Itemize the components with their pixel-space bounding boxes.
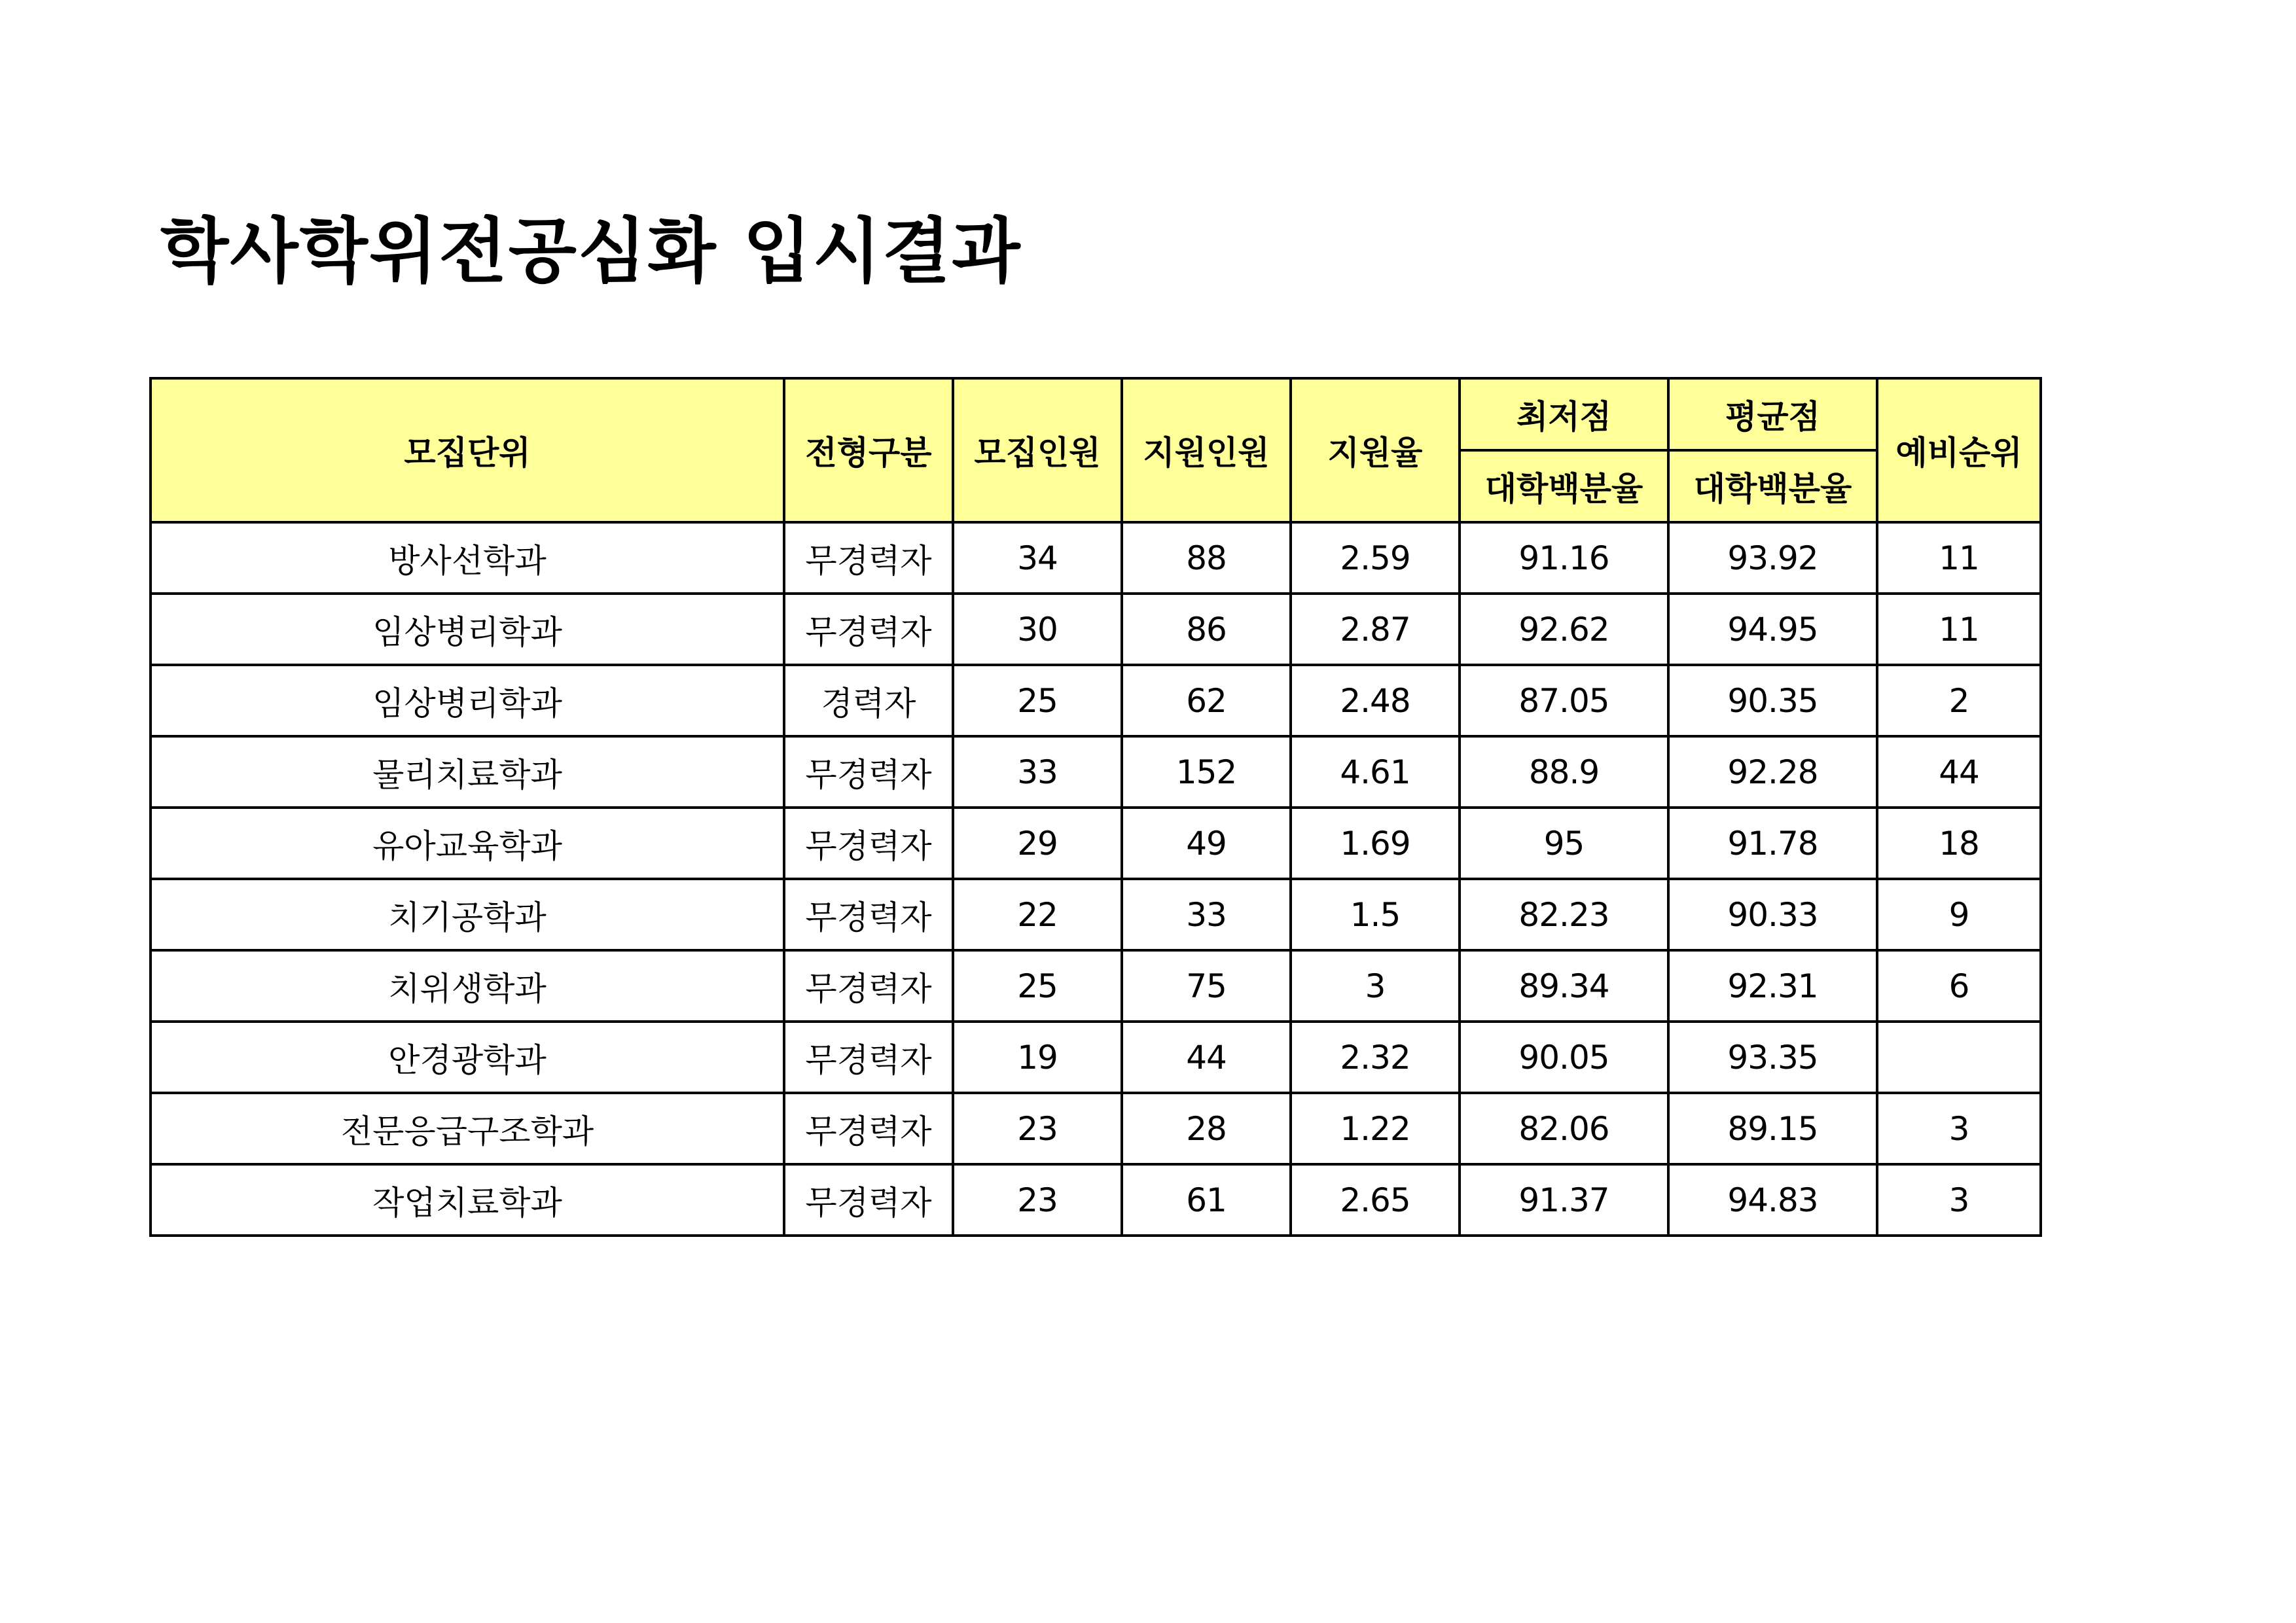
cell-type: 무경력자 [784,879,953,950]
cell-avg-percentile: 90.35 [1668,665,1877,736]
table-header [151,378,2041,522]
cell-ratio: 2.65 [1291,1164,1460,1236]
cell-min-percentile: 90.05 [1460,1022,1668,1093]
cell-ratio: 1.5 [1291,879,1460,950]
header-unit: 모집단위 [151,378,784,522]
cell-applicants: 49 [1122,808,1291,879]
cell-ratio: 2.32 [1291,1022,1460,1093]
cell-quota: 23 [953,1093,1122,1164]
results-table [149,377,2042,1237]
cell-quota: 19 [953,1022,1122,1093]
cell-unit: 임상병리학과 [151,594,784,665]
cell-avg-percentile: 94.83 [1668,1164,1877,1236]
cell-applicants: 75 [1122,950,1291,1022]
table-row [151,594,2041,665]
cell-quota: 33 [953,736,1122,808]
table-row [151,736,2041,808]
cell-unit: 치기공학과 [151,879,784,950]
header-quota: 모집인원 [953,378,1122,522]
cell-quota: 30 [953,594,1122,665]
cell-avg-percentile: 94.95 [1668,594,1877,665]
table-row [151,808,2041,879]
cell-min-percentile: 92.62 [1460,594,1668,665]
cell-applicants: 86 [1122,594,1291,665]
table-row [151,665,2041,736]
header-ratio: 지원율 [1291,378,1460,522]
cell-waitlist: 11 [1877,522,2041,594]
header-min-score: 최저점 [1460,378,1668,450]
cell-ratio: 4.61 [1291,736,1460,808]
cell-min-percentile: 87.05 [1460,665,1668,736]
cell-waitlist: 18 [1877,808,2041,879]
page-title: 학사학위전공심화 입시결과 [160,211,1022,293]
table-row [151,950,2041,1022]
table-row [151,1022,2041,1093]
cell-unit: 방사선학과 [151,522,784,594]
cell-waitlist: 6 [1877,950,2041,1022]
cell-ratio: 1.22 [1291,1093,1460,1164]
cell-ratio: 2.48 [1291,665,1460,736]
cell-unit: 전문응급구조학과 [151,1093,784,1164]
cell-type: 경력자 [784,665,953,736]
cell-ratio: 3 [1291,950,1460,1022]
cell-type: 무경력자 [784,522,953,594]
table-row [151,1164,2041,1236]
cell-unit: 임상병리학과 [151,665,784,736]
cell-waitlist: 11 [1877,594,2041,665]
cell-waitlist [1877,1022,2041,1093]
cell-type: 무경력자 [784,594,953,665]
cell-type: 무경력자 [784,1022,953,1093]
table-row [151,879,2041,950]
cell-type: 무경력자 [784,808,953,879]
cell-avg-percentile: 93.92 [1668,522,1877,594]
cell-waitlist: 3 [1877,1164,2041,1236]
cell-min-percentile: 91.37 [1460,1164,1668,1236]
cell-quota: 34 [953,522,1122,594]
cell-avg-percentile: 90.33 [1668,879,1877,950]
cell-min-percentile: 88.9 [1460,736,1668,808]
cell-unit: 유아교육학과 [151,808,784,879]
header-type: 전형구분 [784,378,953,522]
header-applicants: 지원인원 [1122,378,1291,522]
cell-ratio: 2.87 [1291,594,1460,665]
cell-waitlist: 2 [1877,665,2041,736]
cell-unit: 작업치료학과 [151,1164,784,1236]
cell-unit: 안경광학과 [151,1022,784,1093]
header-avg-percentile: 대학백분율 [1668,450,1877,522]
cell-type: 무경력자 [784,1164,953,1236]
cell-quota: 29 [953,808,1122,879]
header-avg-score: 평균점 [1668,378,1877,450]
cell-avg-percentile: 92.28 [1668,736,1877,808]
cell-avg-percentile: 93.35 [1668,1022,1877,1093]
cell-waitlist: 9 [1877,879,2041,950]
cell-min-percentile: 82.23 [1460,879,1668,950]
cell-quota: 23 [953,1164,1122,1236]
cell-quota: 22 [953,879,1122,950]
cell-applicants: 44 [1122,1022,1291,1093]
cell-applicants: 88 [1122,522,1291,594]
cell-applicants: 62 [1122,665,1291,736]
cell-unit: 물리치료학과 [151,736,784,808]
header-waitlist: 예비순위 [1877,378,2041,522]
cell-quota: 25 [953,950,1122,1022]
cell-applicants: 28 [1122,1093,1291,1164]
cell-type: 무경력자 [784,950,953,1022]
cell-waitlist: 3 [1877,1093,2041,1164]
cell-quota: 25 [953,665,1122,736]
cell-type: 무경력자 [784,736,953,808]
cell-min-percentile: 91.16 [1460,522,1668,594]
cell-avg-percentile: 91.78 [1668,808,1877,879]
cell-unit: 치위생학과 [151,950,784,1022]
table-row [151,1093,2041,1164]
cell-avg-percentile: 89.15 [1668,1093,1877,1164]
cell-min-percentile: 95 [1460,808,1668,879]
cell-applicants: 33 [1122,879,1291,950]
cell-avg-percentile: 92.31 [1668,950,1877,1022]
cell-applicants: 61 [1122,1164,1291,1236]
cell-applicants: 152 [1122,736,1291,808]
cell-min-percentile: 89.34 [1460,950,1668,1022]
table-body [151,522,2041,1236]
header-min-percentile: 대학백분율 [1460,450,1668,522]
table-row [151,522,2041,594]
cell-min-percentile: 82.06 [1460,1093,1668,1164]
cell-waitlist: 44 [1877,736,2041,808]
cell-ratio: 2.59 [1291,522,1460,594]
cell-ratio: 1.69 [1291,808,1460,879]
cell-type: 무경력자 [784,1093,953,1164]
